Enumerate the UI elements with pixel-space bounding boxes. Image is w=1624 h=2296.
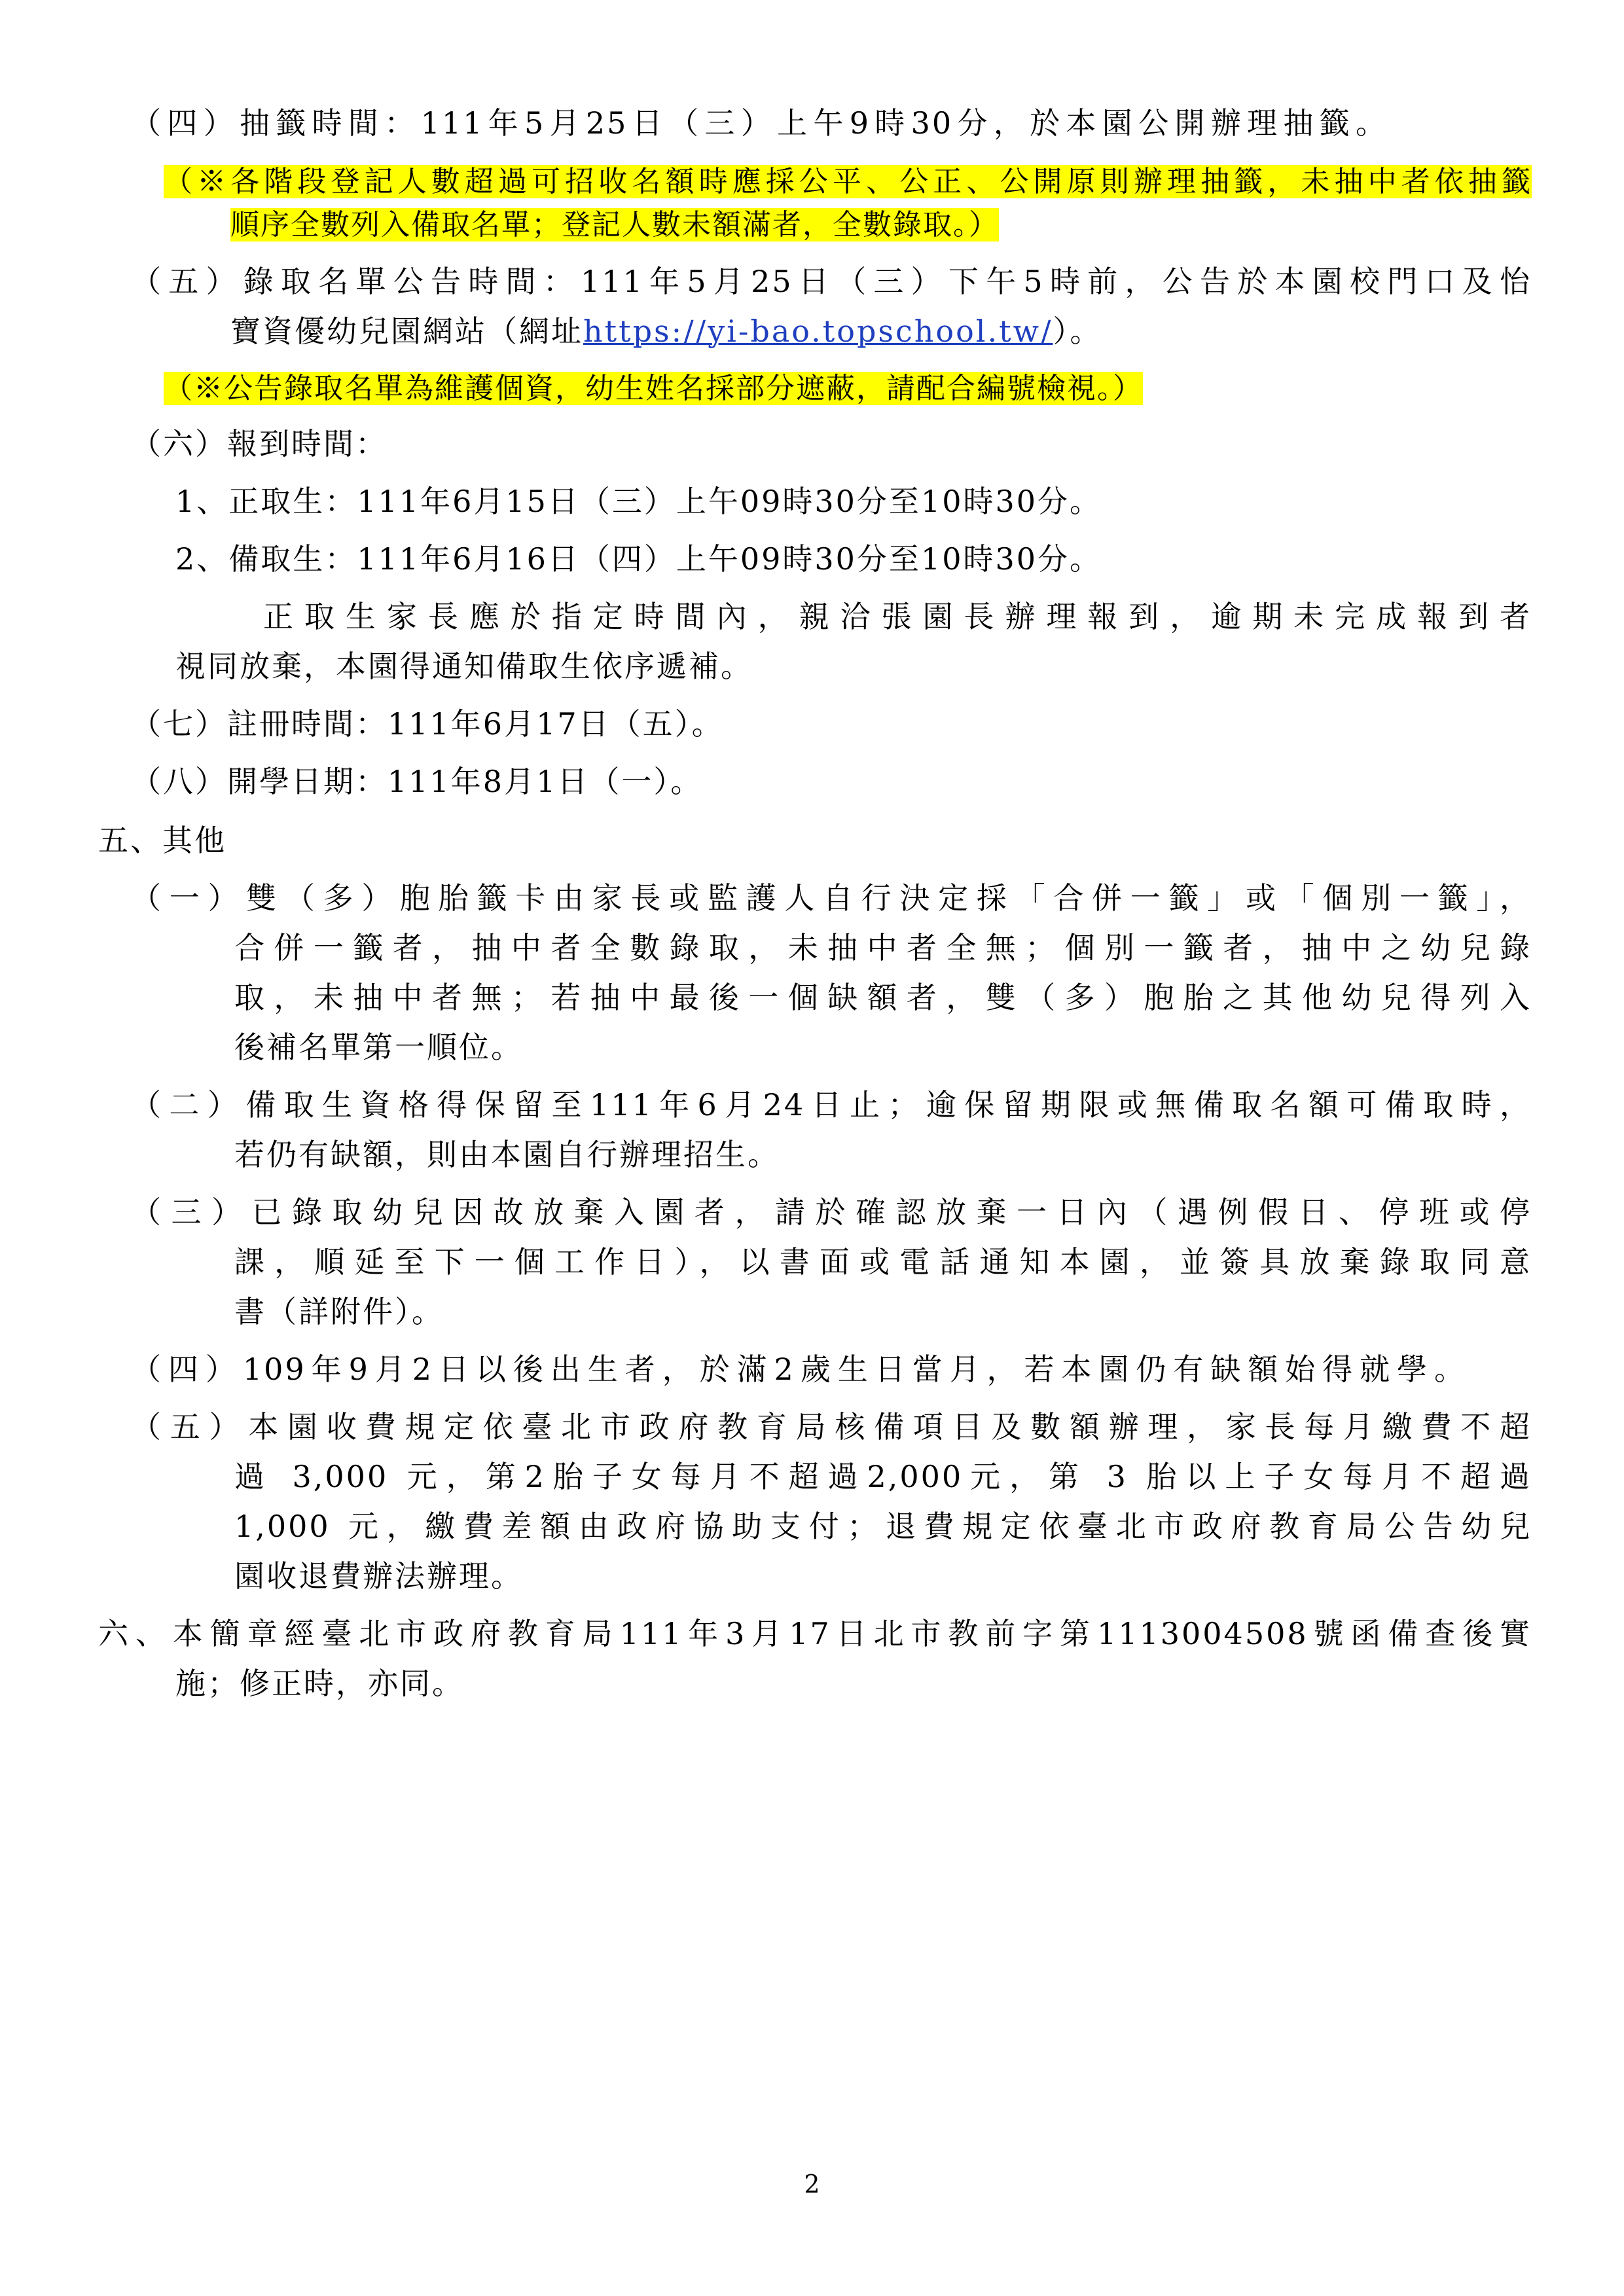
item-6-sub-1: 1、正取生：111年6月15日（三）上午09時30分至10時30分。 (175, 484, 1102, 519)
section-6-line-1: 六、本簡章經臺北市政府教育局111年3月17日北市教前字第1113004508號函備查後實 (98, 1616, 1532, 1651)
item-7-register-time: （七）註冊時間：111年6月17日（五）。 (131, 706, 724, 742)
note-1-line-2 (230, 203, 999, 245)
item-8-start-date: （八）開學日期：111年8月1日（一）。 (131, 764, 703, 799)
school-website-link[interactable]: https://yi-bao.topschool.tw/ (583, 314, 1053, 349)
item-6-report-time: （六）報到時間： (131, 426, 388, 461)
s5-1-line-4: 後補名單第一順位。 (234, 1030, 523, 1065)
s5-5-line-4: 園收退費辦法辦理。 (234, 1558, 523, 1594)
s5-5-line-2: 過 3,000 元，第2胎子女每月不超過2,000元，第 3 胎以上子女每月不超過 (234, 1459, 1532, 1494)
s5-1-line-1: （一）雙（多）胞胎籤卡由家長或監護人自行決定採「合併一籤」或「個別一籤」， (131, 880, 1532, 916)
note-2 (164, 367, 1143, 409)
s5-1-line-3: 取，未抽中者無；若抽中最後一個缺額者，雙（多）胞胎之其他幼兒得列入 (234, 980, 1532, 1015)
s5-4: （四）109年9月2日以後出生者，於滿2歲生日當月，若本園仍有缺額始得就學。 (131, 1352, 1466, 1387)
s5-2-line-2: 若仍有缺額，則由本園自行辦理招生。 (234, 1137, 780, 1172)
item-5-announce-line-2 (230, 310, 1102, 352)
highlight-note-1a: （※各階段登記人數超過可招收名額時應採公平、公正、公開原則辦理抽籤，未抽中者依抽籤 (164, 165, 1532, 198)
s5-2-line-1: （二）備取生資格得保留至111年6月24日止；逾保留期限或無備取名額可備取時， (131, 1087, 1532, 1122)
s5-3-line-3: 書（詳附件）。 (234, 1294, 444, 1329)
s5-3-line-2: 課，順延至下一個工作日），以書面或電話通知本園，並簽具放棄錄取同意 (234, 1244, 1532, 1280)
announce-suffix: ）。 (1053, 314, 1102, 349)
page-number: 2 (804, 2170, 820, 2198)
section-5-title: 五、其他 (98, 823, 226, 858)
s5-5-line-1: （五）本園收費規定依臺北市政府教育局核備項目及數額辦理，家長每月繳費不超 (131, 1409, 1532, 1444)
announce-prefix: 寶資優幼兒園網站（網址 (230, 314, 583, 349)
item-6-paragraph-line-2: 視同放棄，本園得通知備取生依序遞補。 (175, 649, 753, 684)
note-1-line-1 (164, 160, 1532, 202)
s5-1-line-2: 合併一籤者，抽中者全數錄取，未抽中者全無；個別一籤者，抽中之幼兒錄 (234, 930, 1532, 965)
highlight-note-2: （※公告錄取名單為維護個資，幼生姓名採部分遮蔽，請配合編號檢視。） (164, 372, 1143, 405)
s5-3-line-1: （三）已錄取幼兒因故放棄入園者，請於確認放棄一日內（遇例假日、停班或停 (131, 1194, 1532, 1230)
item-5-announce-line-1: （五）錄取名單公告時間：111年5月25日（三）下午5時前，公告於本園校門口及怡 (131, 264, 1532, 299)
item-6-paragraph-line-1: 正取生家長應於指定時間內，親洽張園長辦理報到，逾期未完成報到者 (263, 599, 1532, 634)
highlight-note-1b: 順序全數列入備取名單；登記人數未額滿者，全數錄取。） (230, 208, 999, 242)
item-6-sub-2: 2、備取生：111年6月16日（四）上午09時30分至10時30分。 (175, 541, 1102, 577)
section-6-line-2: 施；修正時，亦同。 (175, 1666, 464, 1701)
item-4-draw-time: （四）抽籤時間：111年5月25日（三）上午9時30分，於本園公開辦理抽籤。 (131, 105, 1388, 141)
s5-5-line-3: 1,000 元，繳費差額由政府協助支付；退費規定依臺北市政府教育局公告幼兒 (234, 1509, 1532, 1544)
